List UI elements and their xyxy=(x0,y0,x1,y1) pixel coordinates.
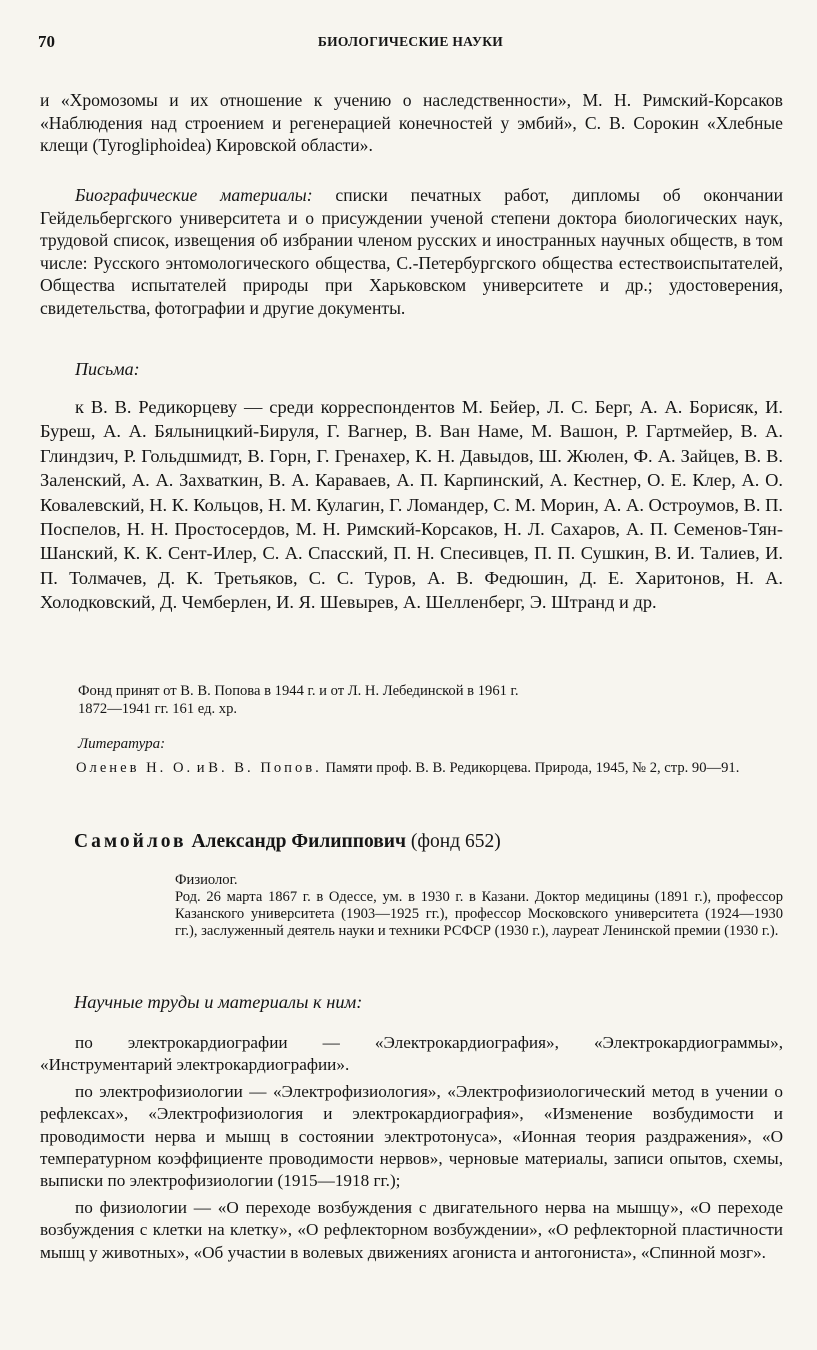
works-heading: Научные труды и материалы к ним: xyxy=(74,992,363,1012)
works-item: по электрофизиологии — «Электрофизиология», «Электрофизиологический метод в учении о рефлексах», «Электрофизиология и электрокардиография», «Изменение возбудимости и проводимости нерва и мышц в состоянии электротонуса», «Ионная теория раздражения», «О температурном коэффициенте проводимости нервов», черновые материалы, записи опытов, схемы, выписки по электрофизиологии (1915—1918 гг.); xyxy=(40,1081,783,1191)
literature-text: Памяти проф. В. В. Редикорцева. Природа, 1945, № 2, стр. 90—91. xyxy=(321,760,740,776)
literature-coauthor: В. В. Попов. xyxy=(208,760,322,776)
entry-title xyxy=(74,831,783,853)
literature-section xyxy=(76,760,783,778)
biographical-paragraph xyxy=(40,184,783,320)
works-item: по электрокардиографии — «Электрокардиография», «Электрокардиограммы», «Инструментарий электрокардиографии». xyxy=(40,1033,783,1075)
biographical-section xyxy=(40,184,783,320)
entry-surname: Самойлов xyxy=(74,831,187,852)
running-head: БИОЛОГИЧЕСКИЕ НАУКИ xyxy=(317,34,504,49)
literature-author: Оленев Н. О. xyxy=(76,760,194,776)
works-item: по физиологии — «О переходе возбуждения с двигательного нерва на мышцу», «О переходе возбуждения с клетки на клетку», «О рефлекторном возбуждении», «О рефлекторной пластичности мышц у животных», «Об участии в волевых движениях агониста и антогониста», «Спинной мозг». xyxy=(40,1197,783,1262)
works-heading-wrap xyxy=(74,992,783,1013)
biographical-text: списки печатных работ, дипломы об окончании Гейдельбергского университета и о присуждении ученой степени доктора биологических наук, трудовой список, извещения об избрании членом русских и иностранных научных обществ, в том числе: Русского энтомологического общества, С.-Петербургского общества естествоиспытателей, Общества испытателей природы при Харьковском университете и др.; удостоверения, свидетельства, фотографии и другие документы. xyxy=(40,185,783,318)
entry-role: Физиолог. xyxy=(175,872,238,888)
literature-connector: и xyxy=(193,760,209,776)
letters-section xyxy=(40,395,783,615)
entry-bio-text: Род. 26 марта 1867 г. в Одессе, ум. в 1930 г. в Казани. Доктор медицины (1891 г.), профессор Казанского университета (1903—1925 гг.), профессор Московского университета (1924—1930 гг.), заслуженный деятель науки и техники РСФСР (1930 г.), лауреат Ленинской премии (1930 г.). xyxy=(175,889,783,940)
entry-bio xyxy=(175,872,783,940)
page-header xyxy=(38,32,783,56)
letters-heading-wrap xyxy=(75,359,783,380)
works-section xyxy=(40,1032,783,1264)
literature-heading: Литература: xyxy=(78,736,166,752)
entry-name: Александр Филиппович xyxy=(186,831,407,852)
page-number: 70 xyxy=(38,32,55,51)
fund-line-2: 1872—1941 гг. 161 ед. хр. xyxy=(78,700,238,717)
fund-note xyxy=(78,683,783,718)
biographical-label: Биографические материалы: xyxy=(75,185,313,205)
entry-fund-number: (фонд 652) xyxy=(406,831,501,852)
fund-line-1: Фонд принят от В. В. Попова в 1944 г. и от Л. Н. Лебединской в 1961 г. xyxy=(78,683,519,699)
intro-paragraph: и «Хромозомы и их отношение к учению о наследственности», М. Н. Римский-Корсаков «Наблюдения над строением и регенерацией конечностей у эмбий», С. В. Сорокин «Хлебные клещи (Tyrogliphoidea) Кировской области». xyxy=(40,90,783,156)
literature-reference xyxy=(76,760,783,778)
literature-heading-wrap xyxy=(78,735,783,753)
letters-heading: Письма: xyxy=(75,359,140,379)
letters-paragraph: к В. В. Редикорцеву — среди корреспондентов М. Бейер, Л. С. Берг, А. А. Борисяк, И. Буреш, А. А. Бялыницкий-Бируля, Г. Вагнер, В. Ван Наме, М. Вашон, Р. Гартмейер, В. А. Глиндзич, Р. Гольдшмидт, В. Горн, Г. Гренахер, К. Н. Давыдов, Ш. Жюлен, Ф. А. Зайцев, В. В. Заленский, А. А. Захваткин, В. А. Караваев, А. П. Карпинский, А. Кестнер, О. Е. Клер, А. О. Ковалевский, Н. К. Кольцов, Н. М. Кулагин, Г. Ломандер, С. М. Морин, А. А. Остроумов, В. П. Поспелов, Н. Н. Простосердов, М. Н. Римский-Корсаков, Н. Л. Сахаров, А. П. Семенов-Тян-Шанский, К. К. Сент-Илер, С. А. Спасский, П. Н. Спесивцев, П. П. Сушкин, В. И. Талиев, И. П. Толмачев, Д. К. Третьяков, С. С. Туров, А. В. Федюшин, Д. Е. Харитонов, Н. А. Холодковский, Д. Чемберлен, И. Я. Шевырев, А. Шелленберг, Э. Штранд и др. xyxy=(40,397,783,613)
intro-section xyxy=(40,89,783,157)
